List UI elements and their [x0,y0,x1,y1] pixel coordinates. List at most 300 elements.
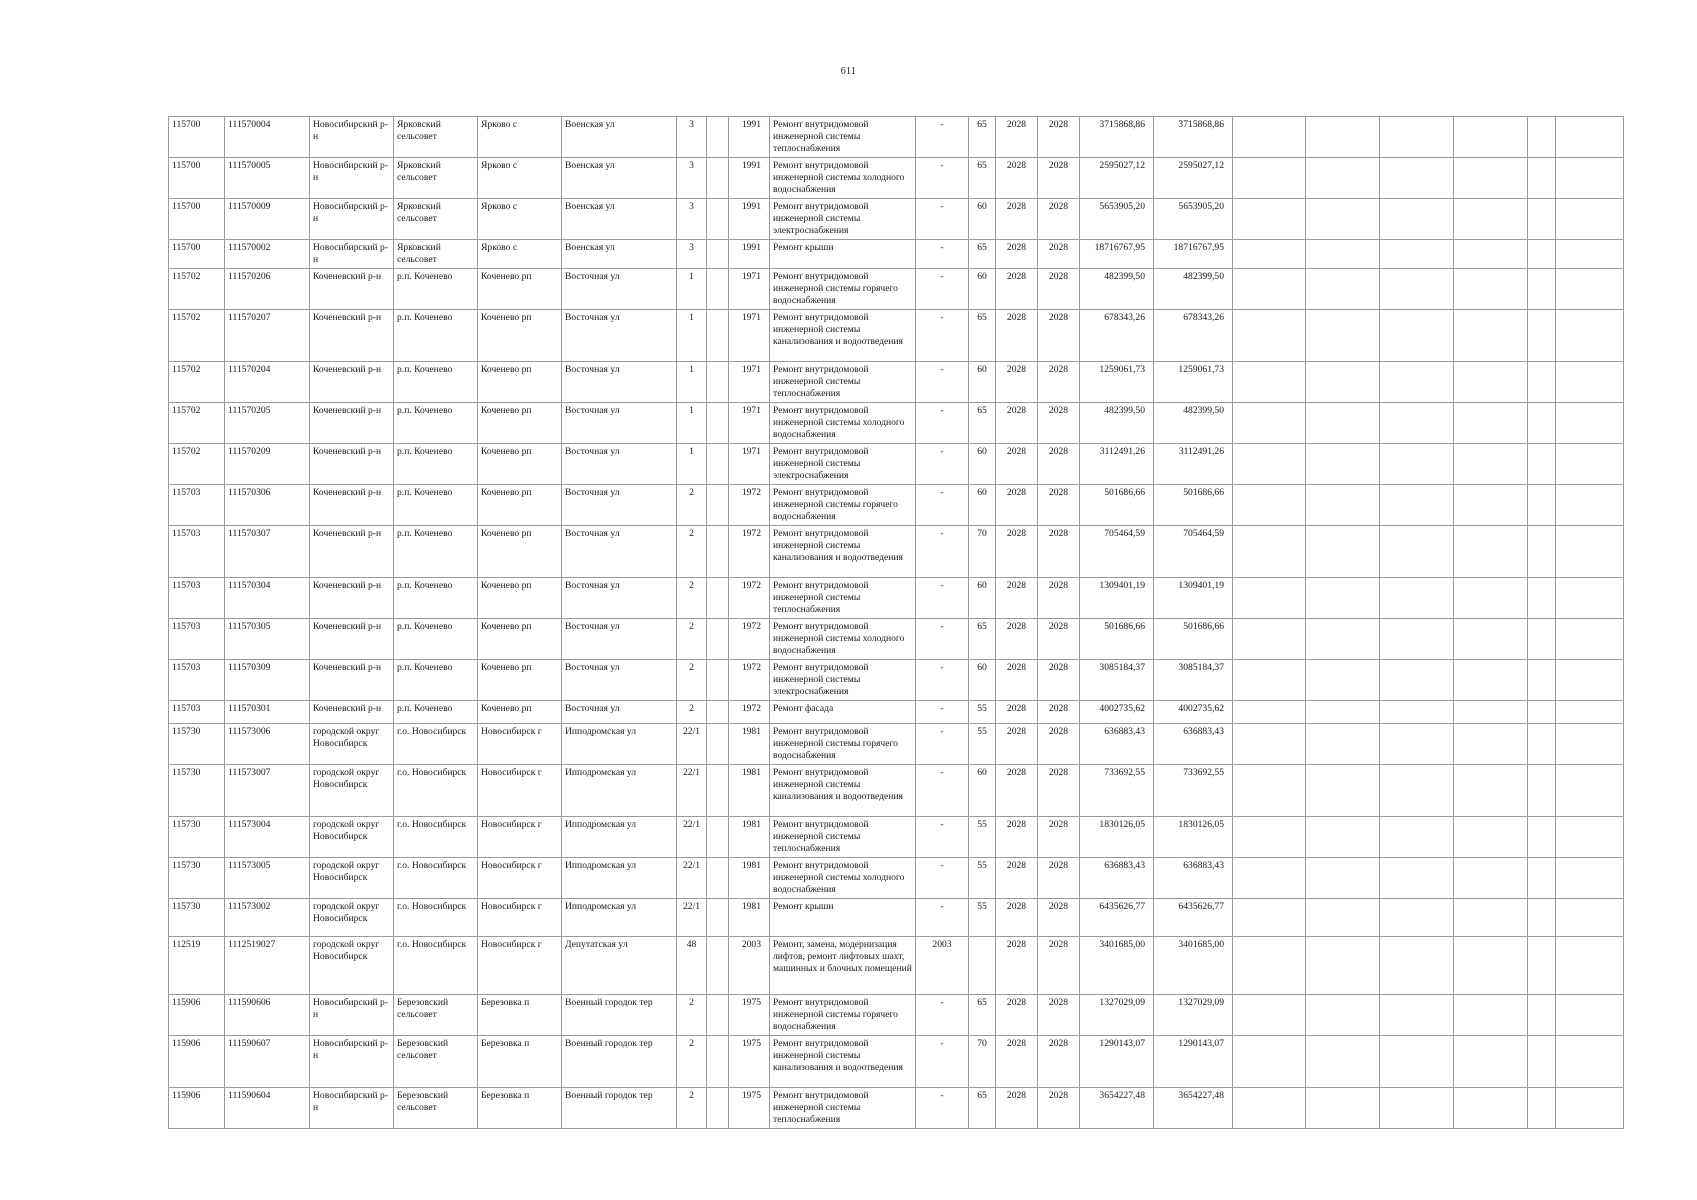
house-id-cell: 115906 [169,1088,225,1129]
empty-cell [1306,660,1380,701]
district-cell: Коченевский р-н [310,485,394,526]
locality-cell: Новосибирск г [478,724,562,765]
plan-year-start-cell: 2028 [996,444,1038,485]
empty-cell [1454,485,1528,526]
district-cell: городской округ Новосибирск [310,937,394,995]
street-cell: Восточная ул [562,444,677,485]
house-id-cell: 115702 [169,310,225,362]
municipality-cell: Ярковский сельсовет [394,158,478,199]
plan-year-start-cell: 2028 [996,995,1038,1036]
lift-year-cell: - [916,485,969,526]
empty-cell [1380,444,1454,485]
empty-cell [1380,817,1454,858]
year-built-cell: 1971 [729,403,770,444]
building-cell [707,995,729,1036]
wear-percent-cell: 70 [969,1036,996,1088]
table-row [169,240,1624,269]
plan-year-end-cell: 2028 [1038,817,1080,858]
empty-cell [1380,526,1454,578]
year-built-cell: 1971 [729,362,770,403]
cost-fund-cell: 501686,66 [1154,485,1233,526]
lift-year-cell: - [916,403,969,444]
municipality-cell: р.п. Коченево [394,485,478,526]
empty-cell [1233,995,1306,1036]
empty-cell [1380,937,1454,995]
lift-year-cell: - [916,1088,969,1129]
house-id-cell: 115703 [169,526,225,578]
house-number-cell: 22/1 [677,899,707,937]
municipality-cell: г.о. Новосибирск [394,724,478,765]
plan-year-start-cell: 2028 [996,117,1038,158]
cost-fund-cell: 6435626,77 [1154,899,1233,937]
empty-cell [1528,765,1556,817]
building-cell [707,310,729,362]
work-type-cell: Ремонт внутридомовой инженерной системы холодного водоснабжения [770,858,916,899]
table-row [169,817,1624,858]
empty-cell [1556,1088,1624,1129]
year-built-cell: 1991 [729,158,770,199]
building-cell [707,1088,729,1129]
plan-year-end-cell: 2028 [1038,310,1080,362]
house-number-cell: 2 [677,660,707,701]
house-number-cell: 2 [677,701,707,724]
district-cell: Коченевский р-н [310,619,394,660]
lift-year-cell: - [916,858,969,899]
empty-cell [1380,199,1454,240]
empty-cell [1380,660,1454,701]
empty-cell [1556,578,1624,619]
cost-total-cell: 4002735,62 [1080,701,1154,724]
lift-year-cell: - [916,995,969,1036]
empty-cell [1233,199,1306,240]
empty-cell [1454,765,1528,817]
wear-percent-cell: 55 [969,817,996,858]
lift-year-cell: - [916,310,969,362]
plan-year-end-cell: 2028 [1038,526,1080,578]
cost-total-cell: 6435626,77 [1080,899,1154,937]
empty-cell [1306,310,1380,362]
empty-cell [1306,995,1380,1036]
municipality-cell: р.п. Коченево [394,269,478,310]
house-number-cell: 22/1 [677,724,707,765]
district-cell: Коченевский р-н [310,269,394,310]
building-cell [707,403,729,444]
empty-cell [1233,1088,1306,1129]
year-built-cell: 1972 [729,701,770,724]
registry-table [168,116,1624,1129]
page-number: 611 [840,66,857,77]
empty-cell [1306,701,1380,724]
empty-cell [1556,817,1624,858]
street-cell: Восточная ул [562,660,677,701]
house-number-cell: 1 [677,403,707,444]
cost-total-cell: 1830126,05 [1080,817,1154,858]
house-id-cell: 115703 [169,578,225,619]
empty-cell [1233,619,1306,660]
district-cell: Коченевский р-н [310,578,394,619]
plan-year-start-cell: 2028 [996,899,1038,937]
lift-year-cell: - [916,701,969,724]
empty-cell [1233,899,1306,937]
wear-percent-cell: 60 [969,269,996,310]
cost-total-cell: 678343,26 [1080,310,1154,362]
house-number-cell: 2 [677,995,707,1036]
wear-percent-cell: 60 [969,578,996,619]
house-id-cell: 115700 [169,117,225,158]
empty-cell [1306,444,1380,485]
building-cell [707,937,729,995]
year-built-cell: 1975 [729,995,770,1036]
plan-year-start-cell: 2028 [996,1088,1038,1129]
table-row [169,937,1624,995]
empty-cell [1306,485,1380,526]
year-built-cell: 1971 [729,269,770,310]
house-number-cell: 1 [677,269,707,310]
lift-year-cell: - [916,724,969,765]
work-type-cell: Ремонт внутридомовой инженерной системы теплоснабжения [770,117,916,158]
cost-fund-cell: 705464,59 [1154,526,1233,578]
work-type-cell: Ремонт крыши [770,899,916,937]
wear-percent-cell: 60 [969,485,996,526]
work-type-cell: Ремонт внутридомовой инженерной системы канализования и водоотведения [770,526,916,578]
plan-year-start-cell: 2028 [996,937,1038,995]
house-id-cell: 115702 [169,444,225,485]
house-id-cell: 115730 [169,765,225,817]
street-cell: Ипподромская ул [562,765,677,817]
cost-total-cell: 636883,43 [1080,724,1154,765]
street-cell: Ипподромская ул [562,724,677,765]
empty-cell [1233,403,1306,444]
locality-cell: Березовка п [478,1036,562,1088]
locality-cell: Коченево рп [478,403,562,444]
wear-percent-cell: 65 [969,403,996,444]
empty-cell [1306,899,1380,937]
house-id-cell: 112519 [169,937,225,995]
building-cell [707,765,729,817]
plan-year-end-cell: 2028 [1038,485,1080,526]
district-cell: Новосибирский р-н [310,158,394,199]
year-built-cell: 1981 [729,817,770,858]
cost-fund-cell: 482399,50 [1154,403,1233,444]
cost-fund-cell: 501686,66 [1154,619,1233,660]
empty-cell [1380,269,1454,310]
table-row [169,1088,1624,1129]
plan-year-start-cell: 2028 [996,526,1038,578]
cost-total-cell: 501686,66 [1080,485,1154,526]
district-cell: городской округ Новосибирск [310,724,394,765]
municipality-cell: р.п. Коченево [394,310,478,362]
wear-percent-cell: 65 [969,619,996,660]
empty-cell [1556,117,1624,158]
street-cell: Военская ул [562,117,677,158]
district-cell: Коченевский р-н [310,310,394,362]
cost-fund-cell: 733692,55 [1154,765,1233,817]
work-id-cell: 111570004 [225,117,310,158]
empty-cell [1454,899,1528,937]
plan-year-end-cell: 2028 [1038,619,1080,660]
table-row [169,858,1624,899]
lift-year-cell: - [916,444,969,485]
empty-cell [1306,199,1380,240]
municipality-cell: г.о. Новосибирск [394,817,478,858]
wear-percent-cell: 65 [969,310,996,362]
cost-total-cell: 705464,59 [1080,526,1154,578]
table-row [169,362,1624,403]
year-built-cell: 1981 [729,765,770,817]
empty-cell [1528,937,1556,995]
plan-year-end-cell: 2028 [1038,403,1080,444]
cost-fund-cell: 678343,26 [1154,310,1233,362]
cost-fund-cell: 1830126,05 [1154,817,1233,858]
work-type-cell: Ремонт внутридомовой инженерной системы горячего водоснабжения [770,995,916,1036]
municipality-cell: р.п. Коченево [394,362,478,403]
cost-fund-cell: 3401685,00 [1154,937,1233,995]
district-cell: Новосибирский р-н [310,199,394,240]
locality-cell: Ярково с [478,199,562,240]
house-id-cell: 115730 [169,858,225,899]
municipality-cell: Березовский сельсовет [394,1036,478,1088]
locality-cell: Коченево рп [478,444,562,485]
wear-percent-cell: 60 [969,660,996,701]
empty-cell [1380,858,1454,899]
year-built-cell: 1972 [729,619,770,660]
district-cell: Коченевский р-н [310,526,394,578]
cost-fund-cell: 1290143,07 [1154,1036,1233,1088]
locality-cell: Коченево рп [478,526,562,578]
work-id-cell: 111573007 [225,765,310,817]
year-built-cell: 1991 [729,199,770,240]
work-id-cell: 111590606 [225,995,310,1036]
empty-cell [1233,937,1306,995]
cost-total-cell: 1290143,07 [1080,1036,1154,1088]
year-built-cell: 1971 [729,444,770,485]
street-cell: Военный городок тер [562,1036,677,1088]
empty-cell [1306,858,1380,899]
lift-year-cell: - [916,199,969,240]
empty-cell [1380,899,1454,937]
municipality-cell: р.п. Коченево [394,578,478,619]
plan-year-end-cell: 2028 [1038,724,1080,765]
empty-cell [1556,310,1624,362]
house-number-cell: 2 [677,526,707,578]
work-type-cell: Ремонт внутридомовой инженерной системы электроснабжения [770,660,916,701]
empty-cell [1556,199,1624,240]
empty-cell [1306,526,1380,578]
cost-fund-cell: 1259061,73 [1154,362,1233,403]
work-id-cell: 111573006 [225,724,310,765]
district-cell: Коченевский р-н [310,660,394,701]
work-type-cell: Ремонт, замена, модернизация лифтов, ремонт лифтовых шахт, машинных и блочных помещений [770,937,916,995]
cost-fund-cell: 18716767,95 [1154,240,1233,269]
cost-total-cell: 3654227,48 [1080,1088,1154,1129]
empty-cell [1454,269,1528,310]
district-cell: Коченевский р-н [310,444,394,485]
empty-cell [1556,362,1624,403]
empty-cell [1556,701,1624,724]
table-row [169,444,1624,485]
empty-cell [1233,858,1306,899]
plan-year-start-cell: 2028 [996,199,1038,240]
work-id-cell: 111570205 [225,403,310,444]
plan-year-end-cell: 2028 [1038,701,1080,724]
plan-year-start-cell: 2028 [996,701,1038,724]
plan-year-start-cell: 2028 [996,858,1038,899]
empty-cell [1528,199,1556,240]
empty-cell [1528,1036,1556,1088]
work-type-cell: Ремонт крыши [770,240,916,269]
house-id-cell: 115906 [169,1036,225,1088]
wear-percent-cell: 55 [969,858,996,899]
plan-year-start-cell: 2028 [996,310,1038,362]
street-cell: Восточная ул [562,403,677,444]
empty-cell [1556,660,1624,701]
empty-cell [1528,660,1556,701]
year-built-cell: 1971 [729,310,770,362]
empty-cell [1233,485,1306,526]
building-cell [707,158,729,199]
locality-cell: Коченево рп [478,578,562,619]
district-cell: городской округ Новосибирск [310,817,394,858]
empty-cell [1454,1036,1528,1088]
empty-cell [1556,240,1624,269]
empty-cell [1556,403,1624,444]
lift-year-cell: - [916,899,969,937]
empty-cell [1306,240,1380,269]
street-cell: Военный городок тер [562,995,677,1036]
house-id-cell: 115702 [169,269,225,310]
plan-year-start-cell: 2028 [996,817,1038,858]
street-cell: Военская ул [562,158,677,199]
district-cell: Новосибирский р-н [310,995,394,1036]
table-row [169,526,1624,578]
plan-year-end-cell: 2028 [1038,269,1080,310]
locality-cell: Коченево рп [478,701,562,724]
wear-percent-cell: 65 [969,240,996,269]
empty-cell [1528,485,1556,526]
empty-cell [1380,403,1454,444]
empty-cell [1528,995,1556,1036]
house-number-cell: 3 [677,240,707,269]
plan-year-start-cell: 2028 [996,158,1038,199]
plan-year-end-cell: 2028 [1038,660,1080,701]
empty-cell [1454,240,1528,269]
house-id-cell: 115906 [169,995,225,1036]
plan-year-end-cell: 2028 [1038,158,1080,199]
empty-cell [1380,765,1454,817]
empty-cell [1306,1036,1380,1088]
municipality-cell: Березовский сельсовет [394,1088,478,1129]
work-id-cell: 111590604 [225,1088,310,1129]
empty-cell [1528,701,1556,724]
street-cell: Военный городок тер [562,1088,677,1129]
work-id-cell: 111570306 [225,485,310,526]
plan-year-end-cell: 2028 [1038,1088,1080,1129]
empty-cell [1233,660,1306,701]
empty-cell [1233,1036,1306,1088]
empty-cell [1556,526,1624,578]
plan-year-end-cell: 2028 [1038,765,1080,817]
cost-fund-cell: 1327029,09 [1154,995,1233,1036]
house-number-cell: 22/1 [677,765,707,817]
street-cell: Восточная ул [562,310,677,362]
lift-year-cell: - [916,158,969,199]
building-cell [707,199,729,240]
cost-fund-cell: 3654227,48 [1154,1088,1233,1129]
district-cell: Новосибирский р-н [310,1036,394,1088]
street-cell: Ипподромская ул [562,899,677,937]
lift-year-cell: - [916,578,969,619]
year-built-cell: 1981 [729,724,770,765]
locality-cell: Новосибирск г [478,858,562,899]
municipality-cell: р.п. Коченево [394,701,478,724]
work-type-cell: Ремонт внутридомовой инженерной системы теплоснабжения [770,578,916,619]
house-id-cell: 115703 [169,701,225,724]
house-number-cell: 3 [677,199,707,240]
empty-cell [1233,526,1306,578]
cost-total-cell: 1309401,19 [1080,578,1154,619]
year-built-cell: 1981 [729,899,770,937]
street-cell: Восточная ул [562,578,677,619]
work-type-cell: Ремонт внутридомовой инженерной системы теплоснабжения [770,362,916,403]
plan-year-start-cell: 2028 [996,269,1038,310]
house-number-cell: 1 [677,444,707,485]
empty-cell [1454,701,1528,724]
cost-total-cell: 1259061,73 [1080,362,1154,403]
plan-year-end-cell: 2028 [1038,362,1080,403]
cost-fund-cell: 4002735,62 [1154,701,1233,724]
work-id-cell: 111570009 [225,199,310,240]
locality-cell: Ярково с [478,158,562,199]
empty-cell [1454,526,1528,578]
wear-percent-cell: 55 [969,899,996,937]
plan-year-start-cell: 2028 [996,1036,1038,1088]
empty-cell [1528,310,1556,362]
lift-year-cell: - [916,362,969,403]
empty-cell [1233,701,1306,724]
empty-cell [1380,578,1454,619]
locality-cell: Березовка п [478,1088,562,1129]
house-number-cell: 2 [677,1088,707,1129]
house-id-cell: 115700 [169,199,225,240]
empty-cell [1528,444,1556,485]
cost-fund-cell: 2595027,12 [1154,158,1233,199]
empty-cell [1306,724,1380,765]
empty-cell [1380,701,1454,724]
empty-cell [1528,817,1556,858]
empty-cell [1528,619,1556,660]
table-row [169,660,1624,701]
work-type-cell: Ремонт фасада [770,701,916,724]
empty-cell [1233,158,1306,199]
empty-cell [1380,485,1454,526]
empty-cell [1528,724,1556,765]
wear-percent-cell: 65 [969,158,996,199]
cost-fund-cell: 3715868,86 [1154,117,1233,158]
municipality-cell: г.о. Новосибирск [394,937,478,995]
empty-cell [1233,269,1306,310]
district-cell: Коченевский р-н [310,403,394,444]
plan-year-end-cell: 2028 [1038,937,1080,995]
table-row [169,578,1624,619]
house-number-cell: 22/1 [677,817,707,858]
street-cell: Военская ул [562,199,677,240]
year-built-cell: 1991 [729,117,770,158]
empty-cell [1233,765,1306,817]
district-cell: Коченевский р-н [310,701,394,724]
street-cell: Военская ул [562,240,677,269]
house-number-cell: 1 [677,310,707,362]
plan-year-start-cell: 2028 [996,724,1038,765]
